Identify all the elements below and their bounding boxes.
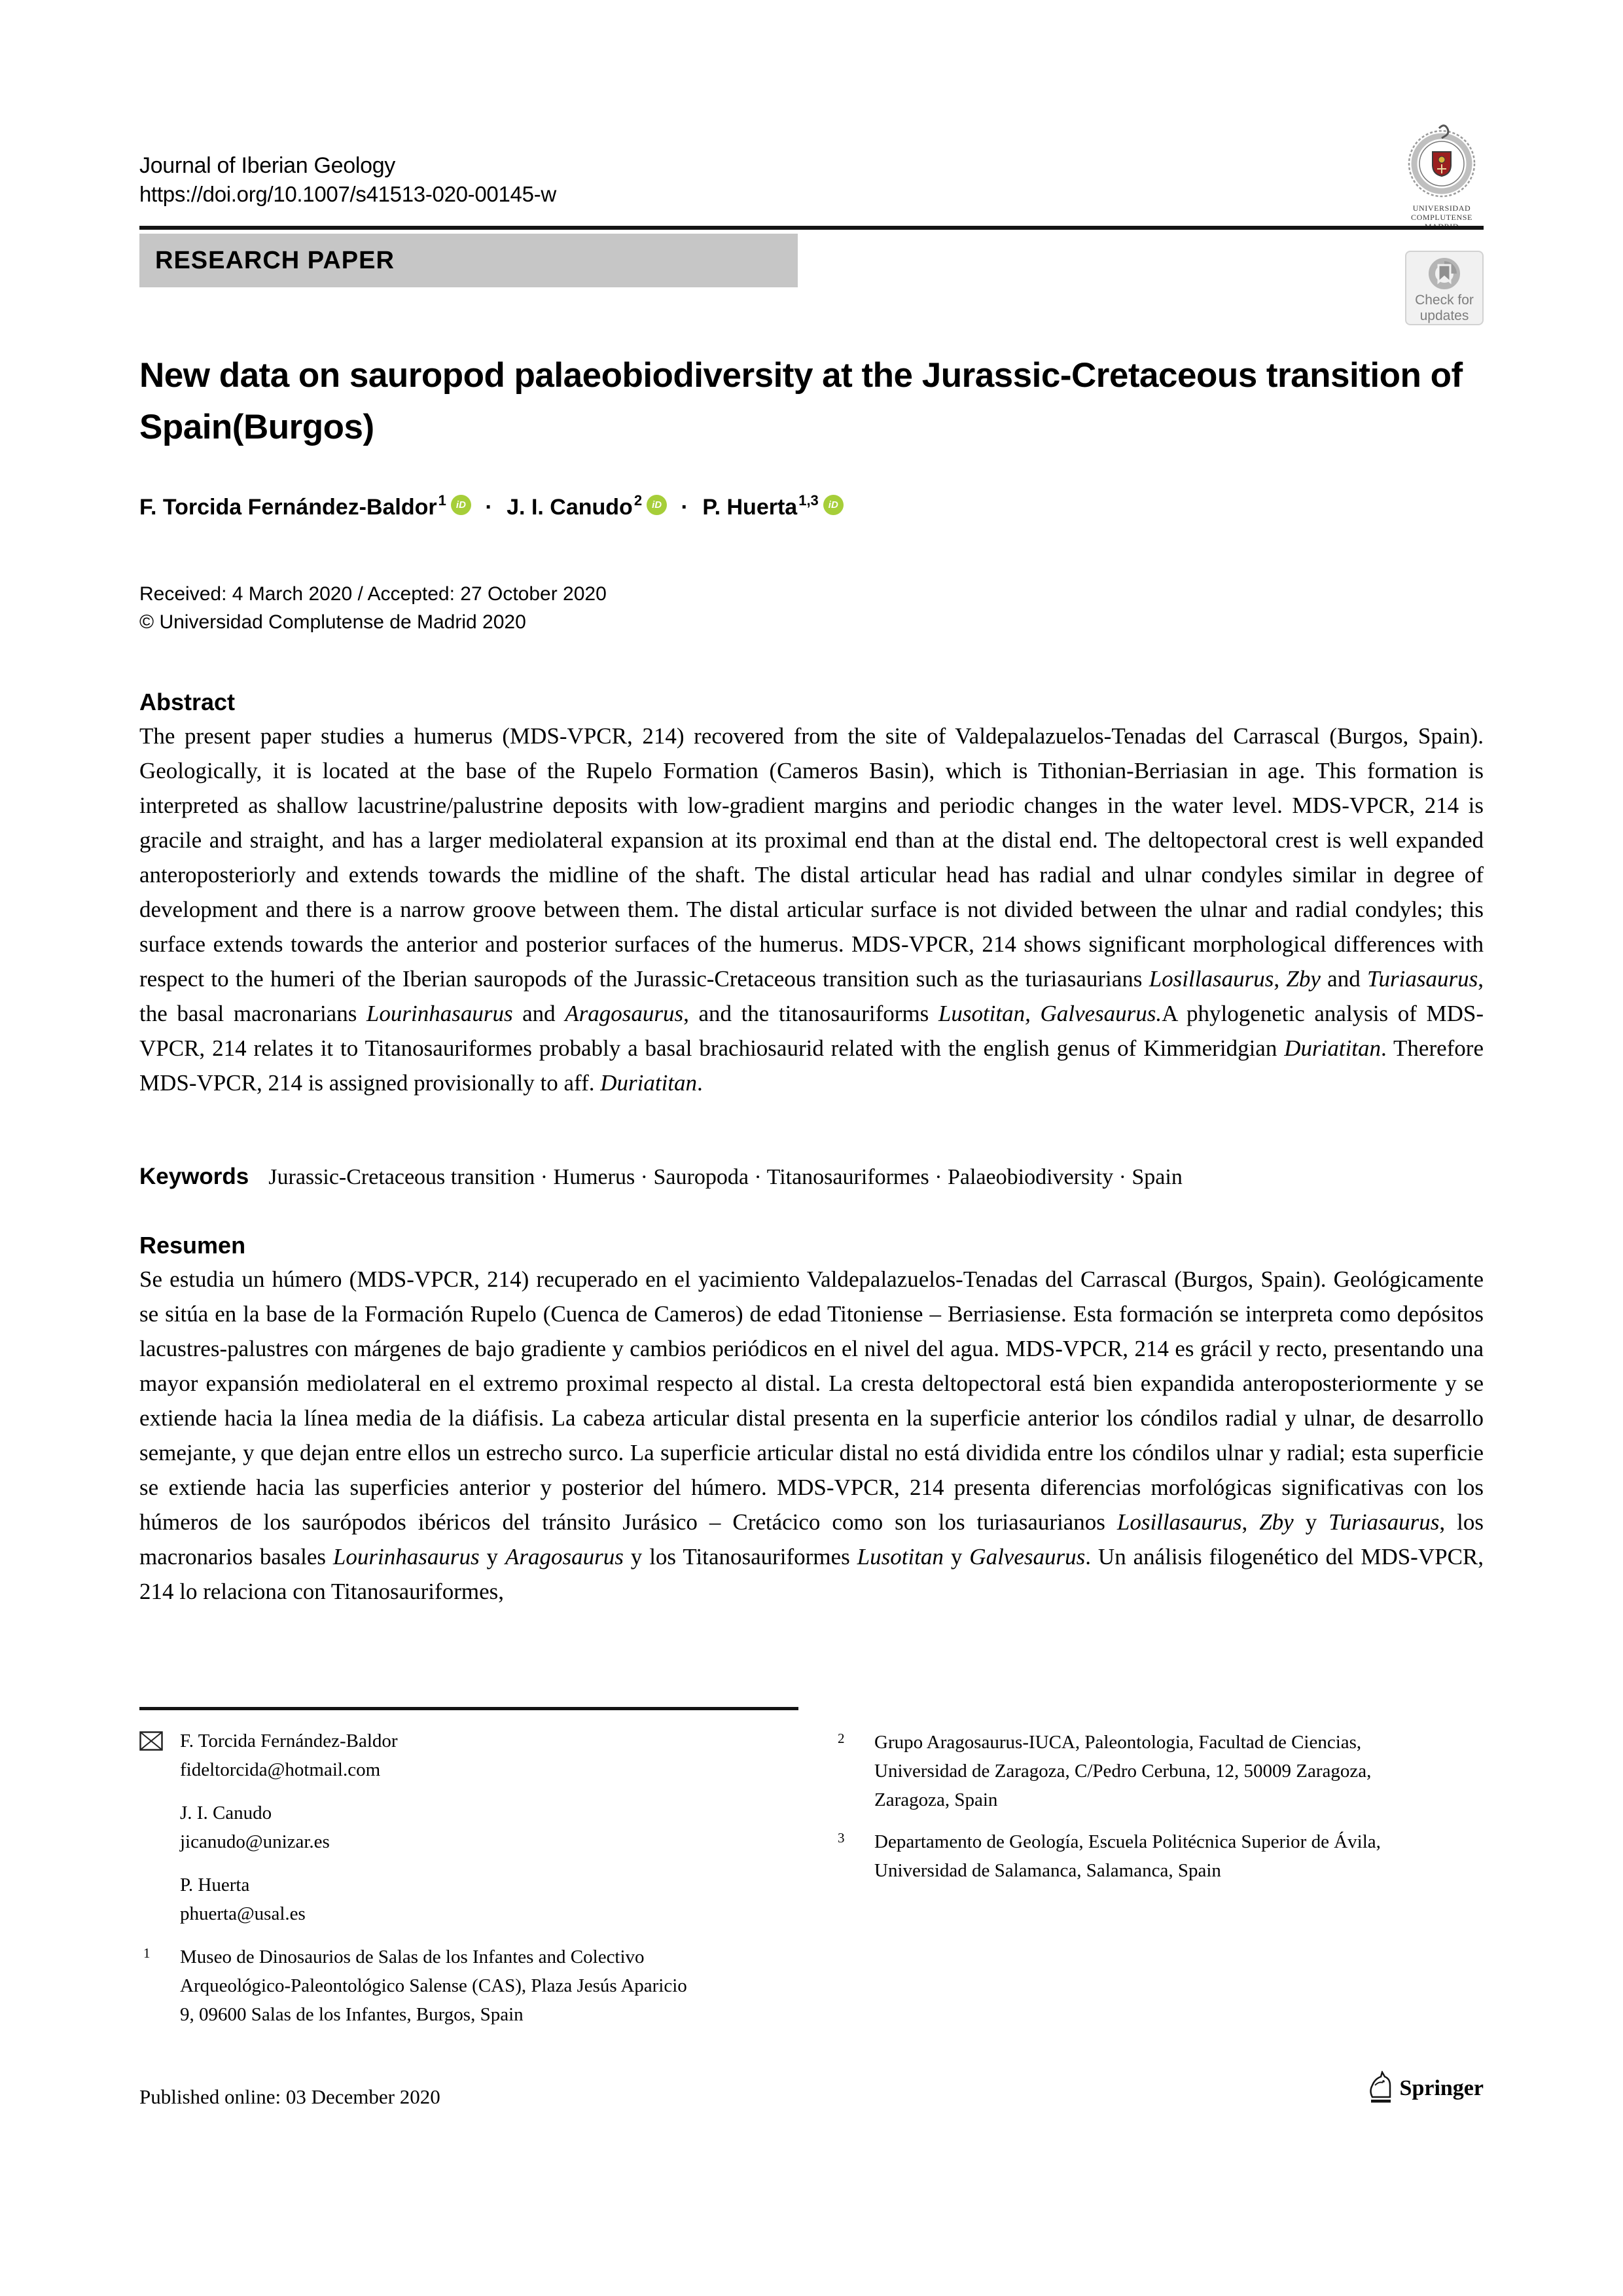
author-1 xyxy=(139,492,471,520)
received-accepted-line: Received: 4 March 2020 / Accepted: 27 October 2020 xyxy=(139,583,607,605)
copyright-line: © Universidad Complutense de Madrid 2020 xyxy=(139,611,526,633)
affiliation-3-text: Departamento de Geología, Escuela Politécnica Superior de Ávila, Universidad de Salamanca, Salamanca, Spain xyxy=(874,1831,1381,1881)
springer-logo xyxy=(1367,2071,1484,2105)
author-2 xyxy=(507,492,667,520)
correspondence-email[interactable]: jicanudo@unizar.es xyxy=(180,1831,330,1852)
footnotes-right-column xyxy=(834,1728,1485,1898)
affiliation-3-number: 3 xyxy=(838,1830,845,1846)
ucm-crest-icon xyxy=(1405,123,1478,200)
springer-wordmark: Springer xyxy=(1399,2076,1484,2100)
orcid-icon[interactable]: iD xyxy=(451,495,471,515)
affiliation-2 xyxy=(834,1728,1485,1814)
dates-block xyxy=(139,580,607,636)
correspondence-entry xyxy=(139,1871,800,1928)
author-1-name: F. Torcida Fernández-Baldor xyxy=(139,495,437,520)
author-3-affil-sup: 1,3 xyxy=(798,492,819,509)
author-separator: · xyxy=(681,495,688,520)
correspondence-email[interactable]: phuerta@usal.es xyxy=(180,1903,306,1924)
orcid-icon[interactable]: iD xyxy=(647,495,667,515)
author-separator: · xyxy=(485,495,493,520)
check-badge-line2: updates xyxy=(1419,308,1469,323)
resumen-text: Se estudia un húmero (MDS-VPCR, 214) recuperado en el yacimiento Valdepalazuelos-Tenadas del Carrascal (Burgos, Spain). Geológicamente se sitúa en la base de la Formación Rupelo (Cuenca de Cameros) de edad Titoniense – Berriasiense. Esta formación se interpreta como depósitos lacustres-palustres con márgenes de bajo gradiente y cambios periódicos en el nivel del agua. MDS-VPCR, 214 es grácil y recto, presentando una mayor expansión mediolateral en el extremo proximal respecto al distal. La cresta deltopectoral está bien expandida anteroposteriormente y se extiende hacia la línea media de la diáfisis. La cabeza articular distal presenta en la superficie anterior los cóndilos radial y ulnar, de desarrollo semejante, y que dejan entre ellos un estrecho surco. La superficie articular distal no está dividida entre los cóndilos ulnar y radial; esta superficie se extiende hacia las superficies anterior y posterior del húmero. MDS-VPCR, 214 presenta diferencias morfológicas significativas con los húmeros de los saurópodos ibéricos del tránsito Jurásico – Cretácico como son los turiasaurianos Losillasaurus, Zby y Turiasaurus, los macronarios basales Lourinhasaurus y Aragosaurus y los Titanosauriformes Lusotitan y Galvesaurus. Un análisis filogenético del MDS-VPCR, 214 lo relaciona con Titanosauriformes, xyxy=(139,1266,1484,1604)
correspondence-name: J. I. Canudo xyxy=(180,1803,272,1823)
journal-name: Journal of Iberian Geology xyxy=(139,153,396,178)
author-2-affil-sup: 2 xyxy=(633,492,643,509)
abstract-text: The present paper studies a humerus (MDS-VPCR, 214) recovered from the site of Valdepalazuelos-Tenadas del Carrascal (Burgos, Spain). Geologically, it is located at the base of the Rupelo Formation (Cameros Basin), which is Tithonian-Berriasian in age. This formation is interpreted as shallow lacustrine/palustrine deposits with low-gradient margins and periodic changes in the water level. MDS-VPCR, 214 is gracile and straight, and has a larger mediolateral expansion at its proximal end than at the distal end. The deltopectoral crest is well expanded anteroposteriorly and extends towards the midline of the shaft. The distal articular head has radial and ulnar condyles similar in degree of development and there is a narrow groove between them. The distal articular surface is not divided between the ulnar and radial condyles; this surface extends towards the anterior and posterior surfaces of the humerus. MDS-VPCR, 214 shows significant morphological differences with respect to the humeri of the Iberian sauropods of the Jurassic-Cretaceous transition such as the turiasaurians Losillasaurus, Zby and Turiasaurus, the basal macronarians Lourinhasaurus and Aragosaurus, and the titanosauriforms Lusotitan, Galvesaurus.A phylogenetic analysis of MDS-VPCR, 214 relates it to Titanosauriformes probably a basal brachiosaurid related with the english genus of Kimmeridgian Duriatitan. Therefore MDS-VPCR, 214 is assigned provisionally to aff. Duriatitan. xyxy=(139,723,1484,1096)
published-online-line: Published online: 03 December 2020 xyxy=(139,2085,440,2108)
correspondence-entry xyxy=(139,1799,800,1856)
author-3 xyxy=(702,492,843,520)
keywords-line xyxy=(139,1164,1484,1190)
correspondence-name: F. Torcida Fernández-Baldor xyxy=(180,1731,398,1751)
correspondence-entry xyxy=(139,1727,800,1784)
affiliation-2-text: Grupo Aragosaurus-IUCA, Paleontologia, Facultad de Ciencias, Universidad de Zaragoza, C/Pedro Cerbuna, 12, 50009 Zaragoza, Zaragoza, Spain xyxy=(874,1732,1372,1810)
keywords-label: Keywords xyxy=(139,1164,249,1189)
research-paper-banner xyxy=(139,234,798,287)
correspondence-name: P. Huerta xyxy=(180,1874,250,1895)
author-3-name: P. Huerta xyxy=(702,495,798,520)
check-badge-line1: Check for xyxy=(1415,293,1474,308)
springer-knight-icon xyxy=(1367,2071,1393,2105)
affiliation-3 xyxy=(834,1827,1485,1885)
keywords-text: Jurassic-Cretaceous transition · Humerus · Sauropoda · Titanosauriformes · Palaeobiodiversity · Spain xyxy=(268,1165,1183,1189)
affiliation-2-number: 2 xyxy=(838,1731,845,1746)
affiliation-1 xyxy=(139,1943,800,2029)
authors-line xyxy=(139,492,844,520)
affiliation-1-number: 1 xyxy=(143,1945,151,1961)
author-1-affil-sup: 1 xyxy=(438,492,446,509)
orcid-icon[interactable]: iD xyxy=(823,495,844,515)
footnote-rule xyxy=(139,1707,798,1710)
resumen-heading: Resumen xyxy=(139,1232,246,1259)
affiliation-1-text: Museo de Dinosaurios de Salas de los Infantes and Colectivo Arqueológico-Paleontológico Salense (CAS), Plaza Jesús Aparicio 9, 09600 Salas de los Infantes, Burgos, Spain xyxy=(180,1946,687,2025)
author-2-name: J. I. Canudo xyxy=(507,495,633,520)
ucm-caption-line1: UNIVERSIDAD COMPLUTENSE xyxy=(1411,204,1472,222)
crossmark-icon xyxy=(1425,256,1463,293)
doi-link[interactable]: https://doi.org/10.1007/s41513-020-00145-w xyxy=(139,182,556,206)
abstract-heading: Abstract xyxy=(139,689,236,715)
check-for-updates-badge[interactable] xyxy=(1405,251,1484,325)
correspondence-email[interactable]: fideltorcida@hotmail.com xyxy=(180,1759,381,1780)
paper-title: New data on sauropod palaeobiodiversity at the Jurassic-Cretaceous transition of Spain(Burgos) xyxy=(139,356,1463,446)
research-paper-label: RESEARCH PAPER xyxy=(155,246,395,274)
header-rule xyxy=(139,226,1484,230)
footnotes-left-column xyxy=(139,1727,800,2042)
ucm-logo xyxy=(1393,123,1491,231)
envelope-icon xyxy=(139,1731,163,1759)
